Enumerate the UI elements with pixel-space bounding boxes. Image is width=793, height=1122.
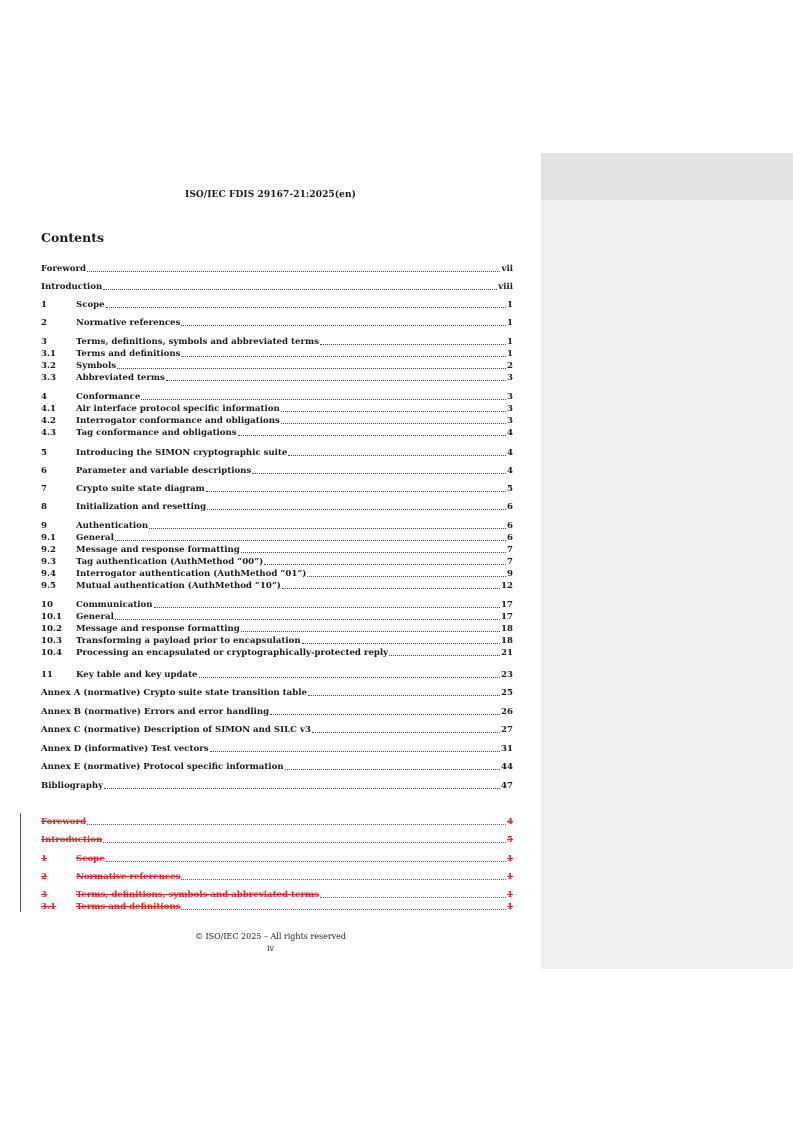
document-header: ISO/IEC FDIS 29167-21:2025(en) — [185, 190, 356, 200]
toc-entry-page: 25 — [501, 688, 513, 698]
toc-entry[interactable] — [41, 634, 513, 646]
toc-entry-page: 12 — [501, 581, 513, 591]
toc-entry-page: 1 — [507, 300, 513, 310]
toc-entry-title: Annex A (normative) Crypto suite state transition table — [41, 688, 307, 698]
toc-entry-number: 10.2 — [41, 624, 62, 634]
toc-entry-page: 4 — [507, 448, 513, 458]
toc-entry-number: 1 — [41, 854, 47, 864]
toc-entry[interactable] — [41, 482, 513, 494]
toc-entry-title: Normative references — [76, 318, 181, 328]
toc-entry-page: 18 — [501, 624, 513, 634]
toc-dot-leader — [166, 380, 506, 381]
toc-entry-page: 23 — [501, 670, 513, 680]
toc-dot-leader — [181, 879, 506, 880]
toc-entry-title: Initialization and resetting — [76, 502, 207, 512]
toc-dot-leader — [389, 655, 500, 656]
toc-entry-page: 1 — [507, 318, 513, 328]
toc-entry-title: Terms and definitions — [76, 902, 181, 912]
toc-entry-page: 1 — [507, 902, 513, 912]
toc-entry-title: Conformance — [76, 392, 141, 402]
toc-dot-leader — [106, 307, 506, 308]
deleted-toc-entry[interactable] — [41, 815, 513, 827]
toc-entry-title: Scope — [76, 300, 105, 310]
toc-entry-title: Key table and key update — [76, 670, 198, 680]
toc-entry-page: 4 — [507, 817, 513, 827]
toc-entry-title: Normative references — [76, 872, 181, 882]
toc-dot-leader — [154, 607, 500, 608]
toc-entry-number: 9.5 — [41, 581, 56, 591]
toc-entry-title: Message and response formatting — [76, 545, 240, 555]
toc-entry-page: 1 — [507, 349, 513, 359]
toc-dot-leader — [104, 788, 500, 789]
toc-entry-title: Communication — [76, 600, 153, 610]
toc-entry[interactable] — [41, 371, 513, 383]
toc-dot-leader — [241, 552, 506, 553]
toc-entry-page: 21 — [501, 648, 513, 658]
toc-entry[interactable] — [41, 262, 513, 274]
toc-entry-page: vii — [501, 264, 513, 274]
toc-entry-title: Message and response formatting — [76, 624, 240, 634]
toc-entry[interactable] — [41, 531, 513, 543]
toc-dot-leader — [312, 732, 500, 733]
toc-entry-page: 2 — [507, 361, 513, 371]
toc-entry[interactable] — [41, 686, 513, 698]
toc-entry[interactable] — [41, 446, 513, 458]
toc-entry-page: 1 — [507, 872, 513, 882]
toc-entry-title: Annex B (normative) Errors and error handling — [41, 707, 270, 717]
toc-entry-title: Annex C (normative) Description of SIMON and SILC v3 — [41, 725, 311, 735]
toc-entry-title: Parameter and variable descriptions — [76, 466, 252, 476]
toc-entry-page: 3 — [507, 373, 513, 383]
toc-dot-leader — [281, 411, 506, 412]
toc-entry[interactable] — [41, 567, 513, 579]
toc-entry-page: 6 — [507, 533, 513, 543]
deleted-toc-entry[interactable] — [41, 870, 513, 882]
comment-pane — [541, 153, 793, 969]
toc-entry-page: 6 — [507, 502, 513, 512]
toc-entry-page: 44 — [501, 762, 513, 772]
deleted-toc-entry[interactable] — [41, 888, 513, 900]
toc-entry-title: Interrogator authentication (AuthMethod “01”) — [76, 569, 307, 579]
toc-entry-title: Introduction — [41, 282, 103, 292]
toc-entry-title: Introducing the SIMON cryptographic suite — [76, 448, 288, 458]
toc-entry-number: 9 — [41, 521, 47, 531]
toc-entry-number: 4.2 — [41, 416, 56, 426]
toc-entry-title: Foreword — [41, 264, 87, 274]
comment-pane-header — [541, 153, 793, 200]
toc-entry-title: Scope — [76, 854, 105, 864]
toc-entry[interactable] — [41, 760, 513, 772]
toc-entry-page: viii — [498, 282, 513, 292]
footer-page-number: iv — [266, 944, 275, 953]
toc-entry-page: 17 — [501, 600, 513, 610]
toc-entry-title: Annex D (informative) Test vectors — [41, 744, 209, 754]
toc-entry-page: 3 — [507, 392, 513, 402]
toc-dot-leader — [264, 564, 506, 565]
toc-entry-page: 17 — [501, 612, 513, 622]
toc-dot-leader — [252, 473, 506, 474]
toc-dot-leader — [181, 325, 506, 326]
toc-entry[interactable] — [41, 335, 513, 347]
toc-entry-number: 11 — [41, 670, 53, 680]
toc-entry-title: Processing an encapsulated or cryptographically-protected reply — [76, 648, 389, 658]
toc-entry-title: Bibliography — [41, 781, 104, 791]
toc-dot-leader — [87, 824, 506, 825]
toc-entry[interactable] — [41, 555, 513, 567]
toc-entry[interactable] — [41, 610, 513, 622]
toc-dot-leader — [238, 435, 506, 436]
toc-dot-leader — [206, 491, 506, 492]
toc-entry-number: 9.1 — [41, 533, 56, 543]
toc-entry-title: Mutual authentication (AuthMethod “10”) — [76, 581, 281, 591]
toc-dot-leader — [117, 368, 506, 369]
toc-entry[interactable] — [41, 598, 513, 610]
toc-entry-number: 6 — [41, 466, 47, 476]
toc-dot-leader — [149, 528, 506, 529]
toc-entry-number: 8 — [41, 502, 47, 512]
toc-entry-page: 31 — [501, 744, 513, 754]
deleted-toc-entry[interactable] — [41, 900, 513, 912]
toc-dot-leader — [281, 423, 506, 424]
toc-entry-page: 1 — [507, 337, 513, 347]
toc-entry[interactable] — [41, 646, 513, 658]
toc-entry[interactable] — [41, 426, 513, 438]
toc-entry-number: 3.3 — [41, 373, 56, 383]
toc-entry[interactable] — [41, 742, 513, 754]
toc-entry-title: Foreword — [41, 817, 87, 827]
toc-entry-title: Tag authentication (AuthMethod “00”) — [76, 557, 264, 567]
toc-entry[interactable] — [41, 402, 513, 414]
toc-entry-page: 5 — [507, 835, 513, 845]
toc-entry-page: 5 — [507, 484, 513, 494]
toc-dot-leader — [285, 769, 500, 770]
toc-entry-number: 10 — [41, 600, 53, 610]
toc-entry[interactable] — [41, 579, 513, 591]
toc-dot-leader — [141, 399, 506, 400]
toc-entry-number: 1 — [41, 300, 47, 310]
toc-entry-page: 18 — [501, 636, 513, 646]
toc-entry-page: 3 — [507, 416, 513, 426]
toc-entry[interactable] — [41, 543, 513, 555]
toc-entry-title: Annex E (normative) Protocol specific information — [41, 762, 284, 772]
toc-entry-number: 3.1 — [41, 902, 56, 912]
toc-entry-title: General — [76, 612, 114, 622]
toc-entry-number: 10.3 — [41, 636, 62, 646]
toc-dot-leader — [320, 344, 506, 345]
toc-entry-title: Crypto suite state diagram — [76, 484, 205, 494]
toc-entry-page: 9 — [507, 569, 513, 579]
toc-dot-leader — [115, 619, 500, 620]
toc-entry-title: Terms, definitions, symbols and abbreviated terms — [76, 890, 319, 900]
toc-entry-number: 2 — [41, 318, 47, 328]
footer-copyright: © ISO/IEC 2025 – All rights reserved — [194, 932, 347, 941]
toc-dot-leader — [115, 540, 506, 541]
toc-dot-leader — [282, 588, 500, 589]
toc-entry-page: 26 — [501, 707, 513, 717]
toc-entry-page: 47 — [501, 781, 513, 791]
toc-entry-title: Interrogator conformance and obligations — [76, 416, 280, 426]
toc-entry-number: 9.3 — [41, 557, 56, 567]
toc-entry[interactable] — [41, 622, 513, 634]
toc-dot-leader — [103, 842, 506, 843]
toc-dot-leader — [307, 576, 506, 577]
toc-dot-leader — [241, 631, 500, 632]
toc-dot-leader — [87, 271, 500, 272]
toc-entry[interactable] — [41, 280, 513, 292]
toc-dot-leader — [270, 714, 500, 715]
toc-dot-leader — [308, 695, 500, 696]
toc-entry-title: Symbols — [76, 361, 117, 371]
toc-entry-number: 7 — [41, 484, 47, 494]
toc-entry-title: Tag conformance and obligations — [76, 428, 237, 438]
toc-entry-title: Terms and definitions — [76, 349, 181, 359]
toc-entry-page: 1 — [507, 890, 513, 900]
toc-entry-number: 4.3 — [41, 428, 56, 438]
change-bar — [20, 813, 21, 912]
toc-entry[interactable] — [41, 779, 513, 791]
toc-entry-title: Terms, definitions, symbols and abbreviated terms — [76, 337, 319, 347]
toc-entry-number: 5 — [41, 448, 47, 458]
toc-entry-number: 10.1 — [41, 612, 62, 622]
toc-entry[interactable] — [41, 359, 513, 371]
toc-dot-leader — [320, 897, 506, 898]
toc-entry-page: 7 — [507, 557, 513, 567]
toc-entry-page: 7 — [507, 545, 513, 555]
toc-entry-page: 27 — [501, 725, 513, 735]
toc-entry-number: 3 — [41, 337, 47, 347]
toc-entry-number: 4.1 — [41, 404, 56, 414]
toc-entry-page: 4 — [507, 466, 513, 476]
toc-entry-number: 10.4 — [41, 648, 62, 658]
toc-dot-leader — [302, 643, 500, 644]
toc-dot-leader — [106, 861, 506, 862]
toc-entry-title: Authentication — [76, 521, 149, 531]
toc-entry[interactable] — [41, 519, 513, 531]
toc-entry-number: 3.1 — [41, 349, 56, 359]
toc-entry[interactable] — [41, 390, 513, 402]
toc-entry-title: Transforming a payload prior to encapsulation — [76, 636, 301, 646]
toc-dot-leader — [288, 455, 506, 456]
toc-entry[interactable] — [41, 414, 513, 426]
toc-entry-title: Introduction — [41, 835, 103, 845]
toc-entry-page: 4 — [507, 428, 513, 438]
toc-entry[interactable] — [41, 347, 513, 359]
toc-entry-page: 3 — [507, 404, 513, 414]
toc-entry[interactable] — [41, 723, 513, 735]
toc-entry-page: 1 — [507, 854, 513, 864]
toc-entry[interactable] — [41, 316, 513, 328]
toc-entry-number: 4 — [41, 392, 47, 402]
deleted-toc-entry[interactable] — [41, 852, 513, 864]
toc-dot-leader — [207, 509, 506, 510]
toc-dot-leader — [103, 289, 497, 290]
toc-entry[interactable] — [41, 668, 513, 680]
toc-entry[interactable] — [41, 464, 513, 476]
toc-entry-title: General — [76, 533, 114, 543]
toc-dot-leader — [181, 356, 506, 357]
toc-dot-leader — [199, 677, 501, 678]
toc-entry[interactable] — [41, 298, 513, 310]
toc-dot-leader — [181, 909, 506, 910]
contents-title: Contents — [41, 230, 105, 245]
toc-entry-number: 9.2 — [41, 545, 56, 555]
toc-entry-title: Air interface protocol specific information — [76, 404, 280, 414]
toc-dot-leader — [210, 751, 500, 752]
toc-entry-number: 3.2 — [41, 361, 56, 371]
toc-entry-title: Abbreviated terms — [76, 373, 165, 383]
toc-entry-number: 3 — [41, 890, 47, 900]
deleted-toc-entry[interactable] — [41, 833, 513, 845]
toc-entry-number: 2 — [41, 872, 47, 882]
toc-entry-page: 6 — [507, 521, 513, 531]
toc-entry-number: 9.4 — [41, 569, 56, 579]
toc-entry[interactable] — [41, 500, 513, 512]
toc-entry[interactable] — [41, 705, 513, 717]
